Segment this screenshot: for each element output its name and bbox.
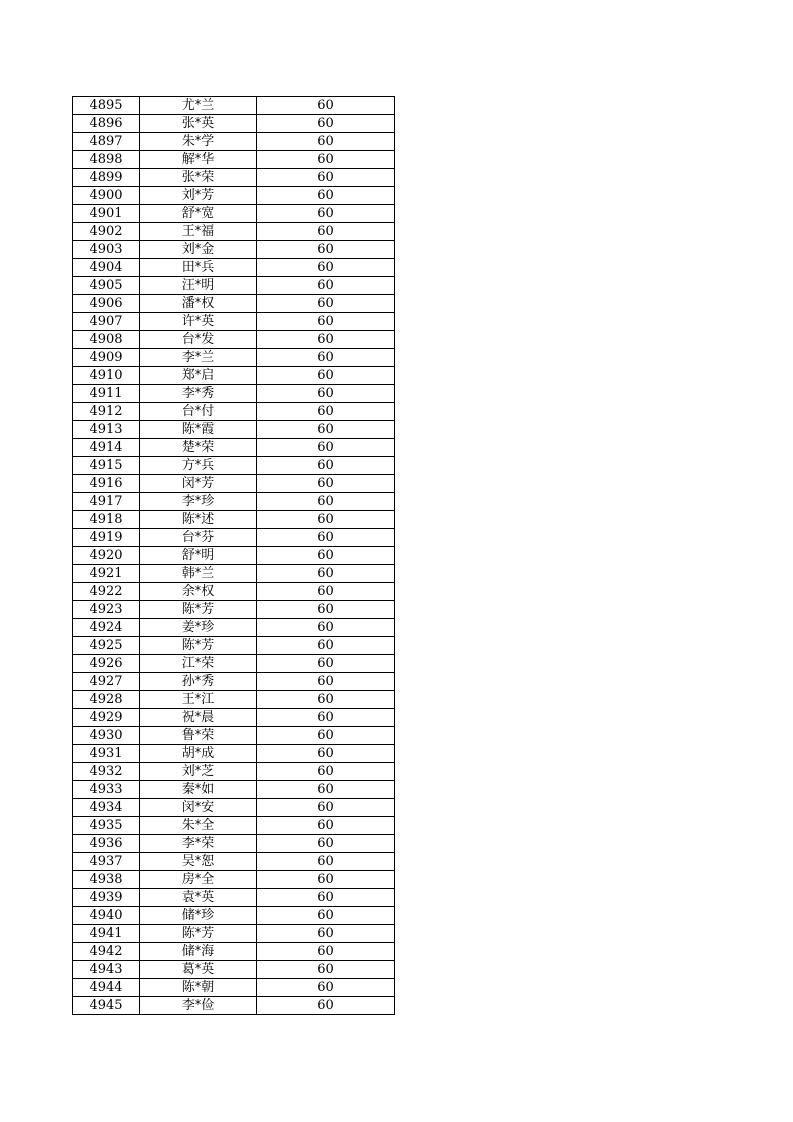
table-row (73, 115, 395, 133)
amount-cell: 60 (257, 187, 395, 205)
name-cell: 刘*芳 (140, 187, 257, 205)
id-cell: 4944 (73, 979, 140, 997)
name-cell: 陈*芳 (140, 637, 257, 655)
id-cell: 4900 (73, 187, 140, 205)
name-cell: 储*珍 (140, 907, 257, 925)
table-row (73, 331, 395, 349)
id-cell: 4914 (73, 439, 140, 457)
amount-cell: 60 (257, 655, 395, 673)
amount-cell: 60 (257, 745, 395, 763)
id-cell: 4902 (73, 223, 140, 241)
amount-cell: 60 (257, 169, 395, 187)
amount-cell: 60 (257, 223, 395, 241)
amount-cell: 60 (257, 259, 395, 277)
id-cell: 4903 (73, 241, 140, 259)
table-row (73, 871, 395, 889)
amount-cell: 60 (257, 853, 395, 871)
data-table (72, 96, 395, 1015)
amount-cell: 60 (257, 565, 395, 583)
id-cell: 4927 (73, 673, 140, 691)
amount-cell: 60 (257, 835, 395, 853)
table-row (73, 223, 395, 241)
table-row (73, 385, 395, 403)
amount-cell: 60 (257, 997, 395, 1015)
amount-cell: 60 (257, 313, 395, 331)
id-cell: 4933 (73, 781, 140, 799)
amount-cell: 60 (257, 475, 395, 493)
amount-cell: 60 (257, 673, 395, 691)
name-cell: 李*珍 (140, 493, 257, 511)
name-cell: 郑*启 (140, 367, 257, 385)
id-cell: 4896 (73, 115, 140, 133)
id-cell: 4941 (73, 925, 140, 943)
table-row (73, 673, 395, 691)
id-cell: 4921 (73, 565, 140, 583)
name-cell: 陈*芳 (140, 925, 257, 943)
name-cell: 陈*朝 (140, 979, 257, 997)
id-cell: 4910 (73, 367, 140, 385)
table-row (73, 925, 395, 943)
amount-cell: 60 (257, 547, 395, 565)
name-cell: 储*海 (140, 943, 257, 961)
table-row (73, 457, 395, 475)
id-cell: 4898 (73, 151, 140, 169)
table-row (73, 421, 395, 439)
id-cell: 4938 (73, 871, 140, 889)
amount-cell: 60 (257, 241, 395, 259)
id-cell: 4911 (73, 385, 140, 403)
name-cell: 台*发 (140, 331, 257, 349)
id-cell: 4943 (73, 961, 140, 979)
table-row (73, 709, 395, 727)
name-cell: 台*付 (140, 403, 257, 421)
table-row (73, 277, 395, 295)
id-cell: 4919 (73, 529, 140, 547)
name-cell: 舒*明 (140, 547, 257, 565)
amount-cell: 60 (257, 277, 395, 295)
amount-cell: 60 (257, 151, 395, 169)
table-row (73, 835, 395, 853)
id-cell: 4945 (73, 997, 140, 1015)
name-cell: 张*英 (140, 115, 257, 133)
table-row (73, 151, 395, 169)
id-cell: 4909 (73, 349, 140, 367)
table-row (73, 97, 395, 115)
id-cell: 4925 (73, 637, 140, 655)
amount-cell: 60 (257, 403, 395, 421)
table-row (73, 259, 395, 277)
name-cell: 汪*明 (140, 277, 257, 295)
amount-cell: 60 (257, 961, 395, 979)
id-cell: 4942 (73, 943, 140, 961)
id-cell: 4901 (73, 205, 140, 223)
name-cell: 王*江 (140, 691, 257, 709)
amount-cell: 60 (257, 619, 395, 637)
name-cell: 房*全 (140, 871, 257, 889)
name-cell: 尤*兰 (140, 97, 257, 115)
name-cell: 江*荣 (140, 655, 257, 673)
amount-cell: 60 (257, 583, 395, 601)
id-cell: 4931 (73, 745, 140, 763)
name-cell: 解*华 (140, 151, 257, 169)
name-cell: 台*芬 (140, 529, 257, 547)
name-cell: 祝*晨 (140, 709, 257, 727)
table-row (73, 493, 395, 511)
table-row (73, 169, 395, 187)
name-cell: 刘*芝 (140, 763, 257, 781)
table-row (73, 511, 395, 529)
amount-cell: 60 (257, 367, 395, 385)
amount-cell: 60 (257, 979, 395, 997)
amount-cell: 60 (257, 97, 395, 115)
table-row (73, 799, 395, 817)
id-cell: 4932 (73, 763, 140, 781)
id-cell: 4930 (73, 727, 140, 745)
amount-cell: 60 (257, 943, 395, 961)
name-cell: 陈*霞 (140, 421, 257, 439)
table-row (73, 439, 395, 457)
amount-cell: 60 (257, 889, 395, 907)
table-row (73, 745, 395, 763)
amount-cell: 60 (257, 493, 395, 511)
table-body (73, 97, 395, 1015)
table-row (73, 601, 395, 619)
name-cell: 韩*兰 (140, 565, 257, 583)
amount-cell: 60 (257, 763, 395, 781)
table-row (73, 763, 395, 781)
id-cell: 4913 (73, 421, 140, 439)
id-cell: 4928 (73, 691, 140, 709)
id-cell: 4939 (73, 889, 140, 907)
id-cell: 4940 (73, 907, 140, 925)
table-row (73, 295, 395, 313)
amount-cell: 60 (257, 439, 395, 457)
name-cell: 秦*如 (140, 781, 257, 799)
id-cell: 4923 (73, 601, 140, 619)
name-cell: 朱*学 (140, 133, 257, 151)
name-cell: 张*荣 (140, 169, 257, 187)
table-row (73, 367, 395, 385)
id-cell: 4929 (73, 709, 140, 727)
id-cell: 4912 (73, 403, 140, 421)
name-cell: 许*英 (140, 313, 257, 331)
table-row (73, 583, 395, 601)
amount-cell: 60 (257, 331, 395, 349)
id-cell: 4918 (73, 511, 140, 529)
name-cell: 余*权 (140, 583, 257, 601)
name-cell: 李*兰 (140, 349, 257, 367)
amount-cell: 60 (257, 871, 395, 889)
table-row (73, 997, 395, 1015)
name-cell: 李*秀 (140, 385, 257, 403)
table-row (73, 727, 395, 745)
amount-cell: 60 (257, 709, 395, 727)
amount-cell: 60 (257, 691, 395, 709)
table-row (73, 781, 395, 799)
id-cell: 4906 (73, 295, 140, 313)
id-cell: 4899 (73, 169, 140, 187)
table-row (73, 961, 395, 979)
name-cell: 方*兵 (140, 457, 257, 475)
name-cell: 田*兵 (140, 259, 257, 277)
id-cell: 4897 (73, 133, 140, 151)
amount-cell: 60 (257, 529, 395, 547)
table-row (73, 529, 395, 547)
table-row (73, 979, 395, 997)
id-cell: 4937 (73, 853, 140, 871)
id-cell: 4905 (73, 277, 140, 295)
name-cell: 闵*芳 (140, 475, 257, 493)
name-cell: 鲁*荣 (140, 727, 257, 745)
amount-cell: 60 (257, 799, 395, 817)
id-cell: 4916 (73, 475, 140, 493)
id-cell: 4935 (73, 817, 140, 835)
amount-cell: 60 (257, 637, 395, 655)
name-cell: 潘*权 (140, 295, 257, 313)
id-cell: 4936 (73, 835, 140, 853)
table-row (73, 565, 395, 583)
amount-cell: 60 (257, 511, 395, 529)
table-row (73, 907, 395, 925)
table-row (73, 205, 395, 223)
table-row (73, 313, 395, 331)
table-row (73, 475, 395, 493)
amount-cell: 60 (257, 925, 395, 943)
table-row (73, 619, 395, 637)
id-cell: 4922 (73, 583, 140, 601)
name-cell: 朱*全 (140, 817, 257, 835)
amount-cell: 60 (257, 601, 395, 619)
table-row (73, 133, 395, 151)
amount-cell: 60 (257, 457, 395, 475)
name-cell: 袁*英 (140, 889, 257, 907)
table-row (73, 403, 395, 421)
table-row (73, 889, 395, 907)
name-cell: 舒*宽 (140, 205, 257, 223)
id-cell: 4934 (73, 799, 140, 817)
amount-cell: 60 (257, 421, 395, 439)
amount-cell: 60 (257, 295, 395, 313)
table-row (73, 637, 395, 655)
name-cell: 陈*芳 (140, 601, 257, 619)
table-row (73, 241, 395, 259)
table-row (73, 943, 395, 961)
name-cell: 刘*金 (140, 241, 257, 259)
name-cell: 王*福 (140, 223, 257, 241)
name-cell: 李*荣 (140, 835, 257, 853)
name-cell: 孙*秀 (140, 673, 257, 691)
name-cell: 胡*成 (140, 745, 257, 763)
amount-cell: 60 (257, 205, 395, 223)
table-row (73, 349, 395, 367)
amount-cell: 60 (257, 727, 395, 745)
table-row (73, 817, 395, 835)
name-cell: 姜*珍 (140, 619, 257, 637)
name-cell: 陈*述 (140, 511, 257, 529)
id-cell: 4920 (73, 547, 140, 565)
name-cell: 楚*荣 (140, 439, 257, 457)
id-cell: 4915 (73, 457, 140, 475)
table-row (73, 853, 395, 871)
table-row (73, 187, 395, 205)
name-cell: 李*俭 (140, 997, 257, 1015)
amount-cell: 60 (257, 133, 395, 151)
table-row (73, 655, 395, 673)
amount-cell: 60 (257, 349, 395, 367)
amount-cell: 60 (257, 781, 395, 799)
name-cell: 吴*恕 (140, 853, 257, 871)
id-cell: 4917 (73, 493, 140, 511)
id-cell: 4895 (73, 97, 140, 115)
amount-cell: 60 (257, 817, 395, 835)
id-cell: 4924 (73, 619, 140, 637)
amount-cell: 60 (257, 385, 395, 403)
amount-cell: 60 (257, 907, 395, 925)
id-cell: 4926 (73, 655, 140, 673)
name-cell: 闵*安 (140, 799, 257, 817)
amount-cell: 60 (257, 115, 395, 133)
id-cell: 4907 (73, 313, 140, 331)
id-cell: 4904 (73, 259, 140, 277)
table-row (73, 547, 395, 565)
id-cell: 4908 (73, 331, 140, 349)
table-row (73, 691, 395, 709)
name-cell: 葛*英 (140, 961, 257, 979)
